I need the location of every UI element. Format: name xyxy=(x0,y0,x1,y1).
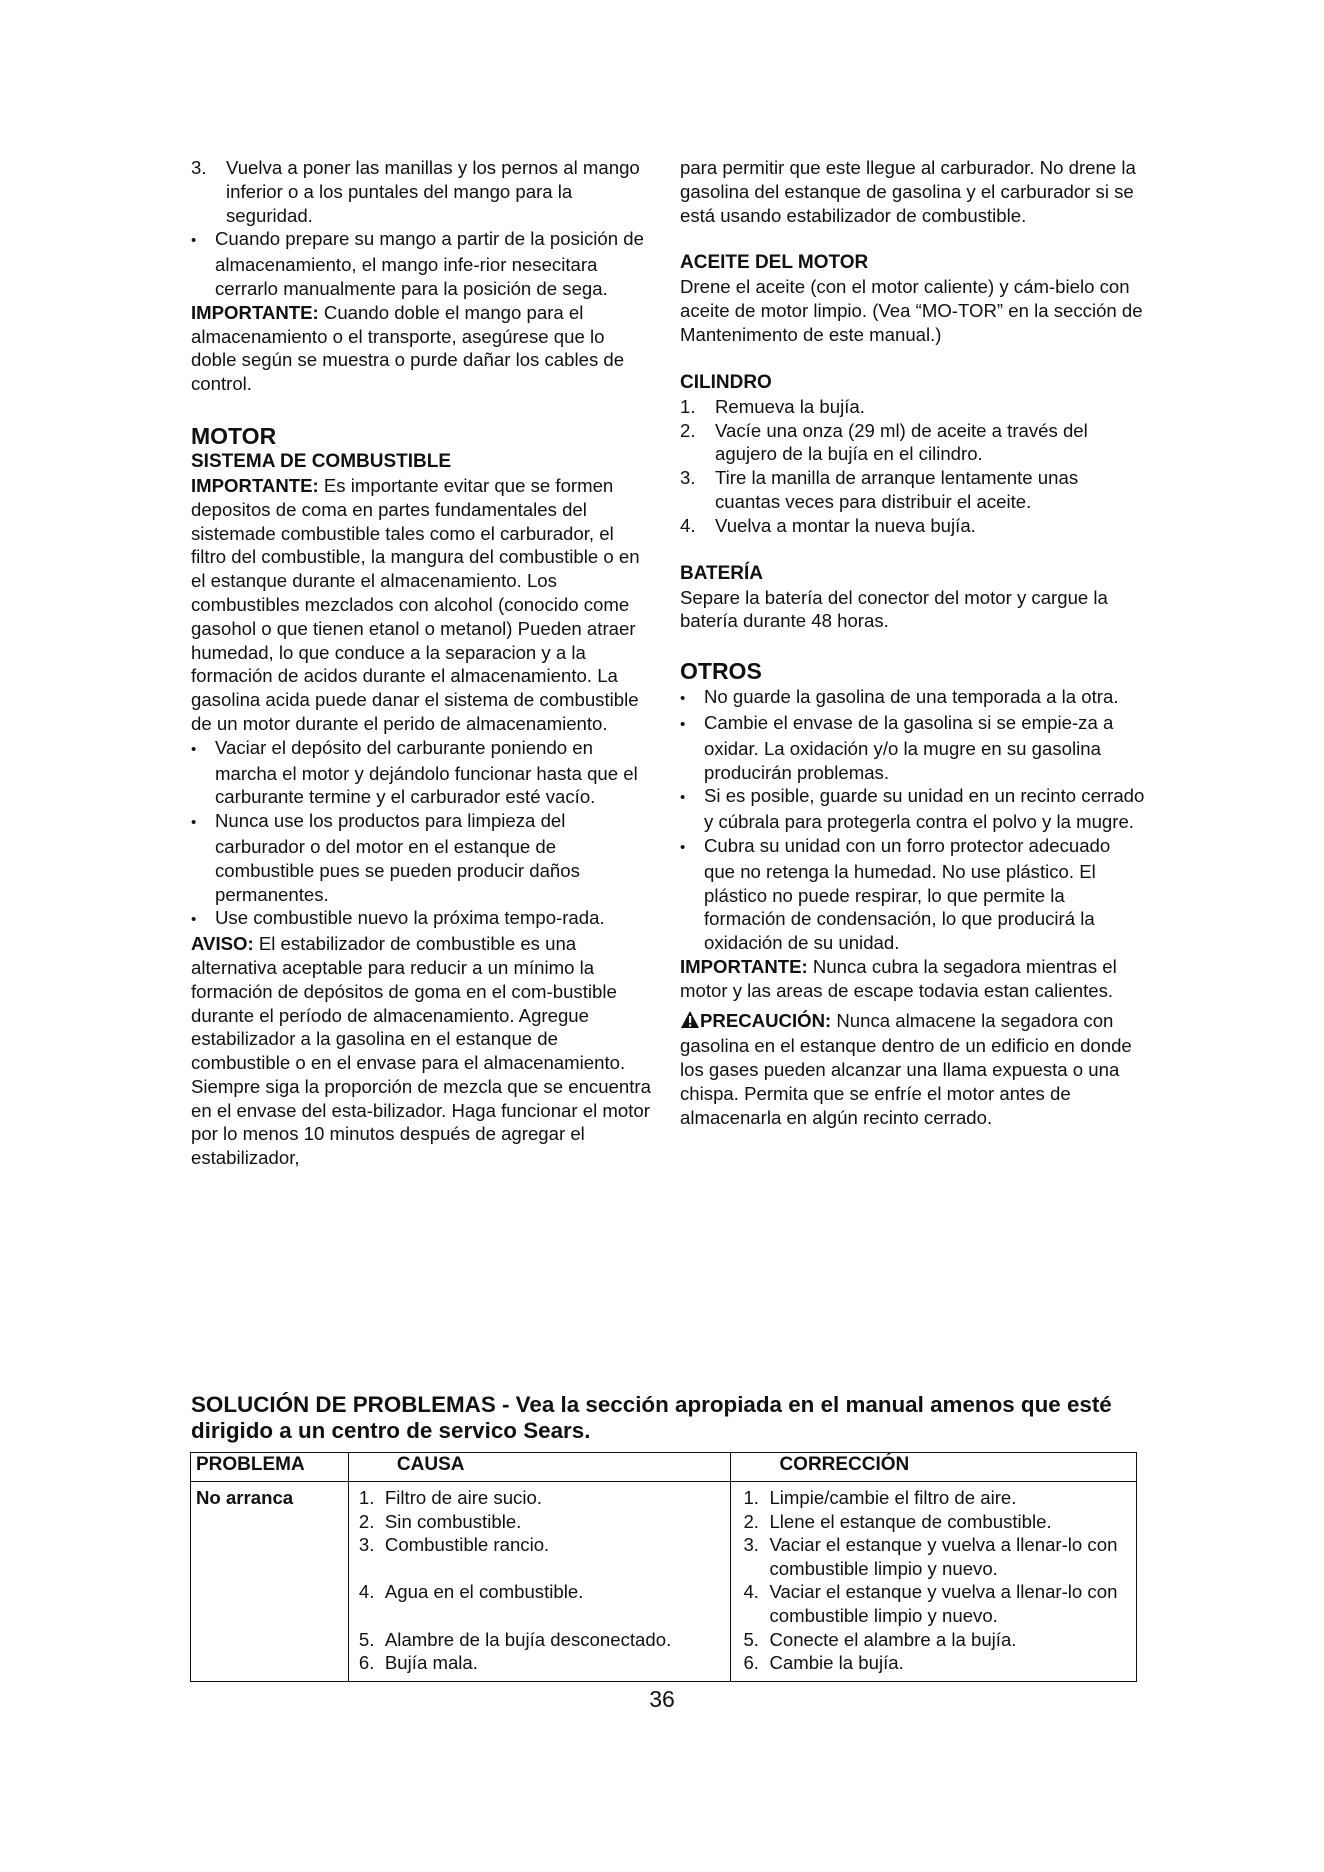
header-problema: PROBLEMA xyxy=(191,1453,349,1482)
battery-text: Separe la batería del conector del motor y cargue la batería durante 48 horas. xyxy=(680,586,1108,632)
right-column xyxy=(680,156,1145,1130)
item-text: Vaciar el estanque y vuelva a llenar-lo con combustible limpio y nuevo. xyxy=(769,1534,1118,1579)
item-text: Vuelva a montar la nueva bujía. xyxy=(715,514,976,536)
correction-item xyxy=(743,1580,1136,1627)
item-text: Conecte el alambre a la bujía. xyxy=(769,1628,1017,1650)
item-number: 3. xyxy=(743,1534,759,1556)
otros-bullet xyxy=(680,711,1145,784)
header-correccion: CORRECCIÓN xyxy=(731,1453,1137,1482)
correction-item xyxy=(743,1510,1136,1534)
cylinder-step xyxy=(680,419,1145,467)
step-number: 3. xyxy=(191,157,207,178)
bullet-text: Cuando prepare su mango a partir de la posición de almacenamiento, el mango infe-rior nesecitara cerrarlo manualmente para la posición de sega. xyxy=(215,228,644,299)
header-causa: CAUSA xyxy=(348,1453,731,1482)
bullet-dot-icon: • xyxy=(680,838,686,856)
bullet-dot-icon: • xyxy=(680,789,686,807)
cylinder-step xyxy=(680,466,1145,514)
item-text: Tire la manilla de arranque lentamente unas cuantas veces para distribuir el aceite. xyxy=(715,467,1079,512)
item-text: Llene el estanque de combustible. xyxy=(769,1510,1052,1532)
bullet-text: Nunca use los productos para limpieza del carburador o del motor en el estanque de combustible pues se pueden producir daños permanentes. xyxy=(215,810,580,905)
item-text: Alambre de la bujía desconectado. xyxy=(384,1628,672,1650)
item-text: Cambie la bujía. xyxy=(769,1652,904,1674)
aviso-note xyxy=(191,932,651,1170)
bullet-text: Cubra su unidad con un forro protector adecuado que no retenga la humedad. No use plástico. El plástico no puede respirar, lo que permite la formación de condensación, lo que producirá la oxidación de su unidad. xyxy=(704,834,1111,954)
engine-oil-text: Drene el aceite (con el motor caliente) y cám-bielo con aceite de motor limpio. (Vea “MO-TOR” en la sección de Mantenimento de este manual.) xyxy=(680,276,1143,345)
fold-bullet xyxy=(191,227,651,300)
correction-item xyxy=(743,1628,1136,1652)
cause-item xyxy=(359,1628,731,1652)
bullet-text: No guarde la gasolina de una temporada a la otra. xyxy=(704,686,1119,708)
battery-title: BATERÍA xyxy=(680,562,764,584)
bullet-dot-icon: • xyxy=(191,232,197,250)
bullet-text: Use combustible nuevo la próxima tempo-rada. xyxy=(215,907,605,929)
item-number: 4. xyxy=(358,1581,375,1603)
fuel-bullet xyxy=(191,906,651,932)
step-text: Vuelva a poner las manillas y los pernos al mango inferior o a los puntales del mango para la seguridad. xyxy=(226,157,640,226)
important-text: Es importante evitar que se formen depositos de coma en partes fundamentales del sistemade combustible tales como el carburador, el filtro del combustible, la mangura del combustible o en el estanque durante el almacenamiento. Los combustibles mezclados con alcohol (conocido come gasohol o que tienen etanol o metanol) Pueden atraer humedad, lo que conduce a la separacion y a la formación de acidos durante el almacenamiento. La gasolina acida puede danar el sistema de combustible de un motor durante el perido de almacenamiento. xyxy=(191,474,640,734)
item-text: Bujía mala. xyxy=(384,1652,478,1674)
caution-note xyxy=(680,1009,1145,1130)
left-column xyxy=(191,156,651,1170)
item-text: Filtro de aire sucio. xyxy=(384,1487,542,1508)
item-number: 1. xyxy=(680,395,696,417)
cylinder-title: CILINDRO xyxy=(680,371,772,393)
bullet-text: Vaciar el depósito del carburante poniendo en marcha el motor y dejándolo funcionar hasta que el carburante termine y el carburador esté vacío. xyxy=(215,736,638,808)
causes-cell xyxy=(348,1482,731,1682)
engine-oil-title: ACEITE DEL MOTOR xyxy=(680,252,869,274)
item-text: Sin combustible. xyxy=(384,1510,522,1532)
cause-item xyxy=(359,1533,731,1557)
cylinder-step-list xyxy=(680,395,1145,538)
problem-cell: No arranca xyxy=(191,1482,349,1682)
caution-text: Nunca almacene la segadora con gasolina en el estanque dentro de un edificio en donde los gases pueden alcanzar una llama expuesta o una chispa. Permita que se enfríe el motor antes de almacenarla en algún recinto cerrado. xyxy=(680,1009,1132,1128)
troubleshooting-table xyxy=(190,1452,1137,1682)
item-number: 4. xyxy=(743,1581,759,1603)
bullet-dot-icon: • xyxy=(680,690,686,708)
item-number: 2. xyxy=(680,419,696,441)
important-note-fold xyxy=(191,301,651,396)
otros-bullet-list xyxy=(680,685,1145,955)
correction-item xyxy=(743,1533,1136,1580)
cylinder-step xyxy=(680,395,1145,419)
motor-title: MOTOR xyxy=(191,422,277,449)
item-text: Vaciar el estanque y vuelva a llenar-lo con combustible limpio y nuevo. xyxy=(769,1581,1118,1626)
otros-title: OTROS xyxy=(680,658,762,685)
important-label: IMPORTANTE: xyxy=(191,474,319,496)
item-number: 1. xyxy=(358,1487,375,1508)
bullet-dot-icon: • xyxy=(680,715,686,733)
correction-item xyxy=(743,1486,1136,1510)
item-number: 6. xyxy=(743,1652,759,1674)
otros-bullet xyxy=(680,834,1145,955)
cause-item xyxy=(359,1486,731,1510)
important-note-cover xyxy=(680,955,1145,1003)
item-number: 2. xyxy=(358,1510,375,1532)
bullet-dot-icon: • xyxy=(191,740,197,758)
warning-triangle-icon xyxy=(680,1010,700,1035)
item-number: 1. xyxy=(743,1487,759,1508)
fuel-bullet-list xyxy=(191,736,651,932)
table-row xyxy=(191,1482,1137,1682)
table-header-row xyxy=(191,1453,1137,1482)
aviso-label: AVISO: xyxy=(191,933,254,955)
item-number: 6. xyxy=(358,1652,375,1674)
correction-item xyxy=(743,1651,1136,1675)
stabilizer-continuation: para permitir que este llegue al carburador. No drene la gasolina del estanque de gasolina y el carburador si se está usando estabilizador de combustible. xyxy=(680,157,1136,226)
item-text: Combustible rancio. xyxy=(384,1534,550,1556)
fuel-bullet xyxy=(191,736,651,809)
cause-item xyxy=(359,1580,731,1604)
bullet-text: Si es posible, guarde su unidad en un recinto cerrado y cúbrala para protegerla contra el polvo y la mugre. xyxy=(704,785,1145,833)
item-number: 3. xyxy=(358,1534,375,1556)
important-label: IMPORTANTE: xyxy=(680,955,808,977)
otros-bullet xyxy=(680,685,1145,711)
fuel-system-title: SISTEMA DE COMBUSTIBLE xyxy=(191,450,452,472)
item-number: 3. xyxy=(680,467,696,489)
otros-bullet xyxy=(680,784,1145,834)
important-label: IMPORTANTE: xyxy=(191,301,319,323)
item-text: Remueva la bujía. xyxy=(715,395,865,417)
cause-item xyxy=(359,1510,731,1534)
item-text: Vacíe una onza (29 ml) de aceite a través del agujero de la bujía en el cilindro. xyxy=(715,419,1088,465)
corrections-cell xyxy=(731,1482,1137,1682)
item-number: 5. xyxy=(743,1628,759,1650)
item-number: 2. xyxy=(743,1510,759,1532)
fuel-bullet xyxy=(191,809,651,906)
item-number: 5. xyxy=(358,1628,375,1650)
bullet-dot-icon: • xyxy=(191,911,197,929)
important-text: Cuando doble el mango para el almacenamiento o el transporte, asegúrese que lo doble según se muestra o purde dañar los cables de control. xyxy=(191,301,625,395)
item-text: Limpie/cambie el filtro de aire. xyxy=(769,1487,1017,1508)
caution-label: PRECAUCIÓN: xyxy=(700,1009,832,1031)
important-note-fuel xyxy=(191,474,651,736)
cylinder-step xyxy=(680,514,1145,538)
aviso-text: El estabilizador de combustible es una alternativa aceptable para reducir a un mínimo la formación de depósitos de goma en el com-bustible durante el período de almacenamiento. Agregue estabilizador a la gasolina en el estanque de combustible o en el envase para el almacenamiento. Siempre siga la proporción de mezcla que se encuentra en el envase del esta-bilizador. Haga funcionar el motor por lo menos 10 minutos después de agregar el estabilizador, xyxy=(191,933,651,1169)
cause-item xyxy=(359,1651,731,1675)
page-number: 36 xyxy=(649,1686,675,1712)
item-number: 4. xyxy=(680,514,696,536)
bullet-text: Cambie el envase de la gasolina si se empie-za a oxidar. La oxidación y/o la mugre en su gasolina producirán problemas. xyxy=(704,711,1114,783)
important-text: Nunca cubra la segadora mientras el motor y las areas de escape todavia estan calientes. xyxy=(680,955,1117,1001)
handle-step-3 xyxy=(191,156,651,227)
bullet-dot-icon: • xyxy=(191,814,197,832)
troubleshooting-title: SOLUCIÓN DE PROBLEMAS - Vea la sección apropiada en el manual amenos que esté dirigido a un centro de servico Sears. xyxy=(191,1392,1112,1443)
item-text: Agua en el combustible. xyxy=(384,1581,584,1603)
